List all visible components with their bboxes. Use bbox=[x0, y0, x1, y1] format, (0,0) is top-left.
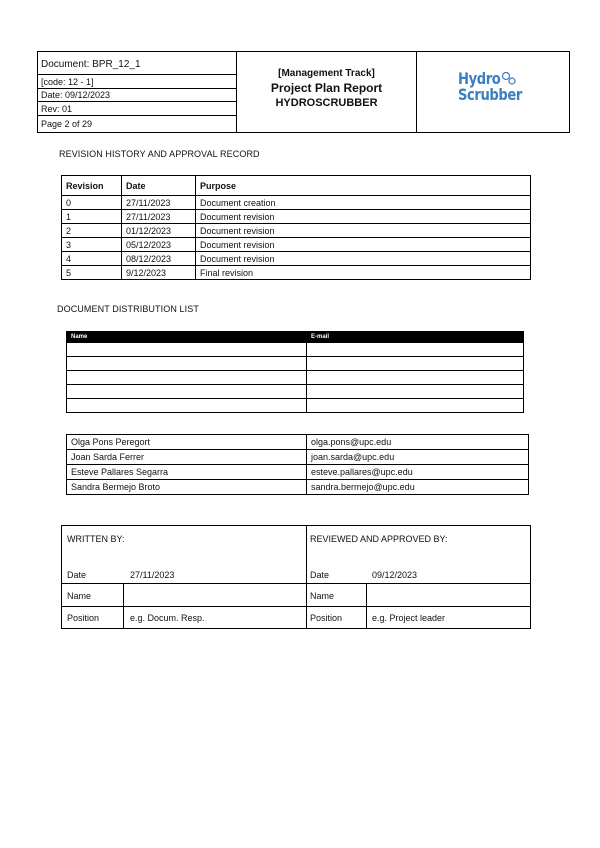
revision-purpose: Final revision bbox=[196, 266, 531, 280]
person-row bbox=[67, 450, 529, 465]
distribution-name-cell bbox=[67, 399, 307, 413]
person-name: Sandra Bermejo Broto bbox=[67, 480, 307, 495]
revision-purpose: Document creation bbox=[196, 196, 531, 210]
purpose-col-header: Purpose bbox=[196, 176, 531, 196]
revision-date: 9/12/2023 bbox=[122, 266, 196, 280]
date-col-header: Date bbox=[122, 176, 196, 196]
signoff-block bbox=[61, 525, 531, 629]
signoff-rule bbox=[366, 583, 367, 628]
signoff-divider bbox=[306, 526, 307, 628]
reviewed-by-label: REVIEWED AND APPROVED BY: bbox=[310, 534, 448, 544]
revision-number: 0 bbox=[62, 196, 122, 210]
revision-col-header: Revision bbox=[62, 176, 122, 196]
reviewed-date-value: 09/12/2023 bbox=[372, 570, 418, 580]
revision-row bbox=[62, 196, 531, 210]
person-email: sandra.bermejo@upc.edu bbox=[307, 480, 529, 495]
logo-line-1: Hydro bbox=[458, 69, 501, 88]
revision-purpose: Document revision bbox=[196, 238, 531, 252]
revision-date: 27/11/2023 bbox=[122, 210, 196, 224]
revision-date: 08/12/2023 bbox=[122, 252, 196, 266]
revision-number: 3 bbox=[62, 238, 122, 252]
distribution-email-cell bbox=[307, 385, 524, 399]
revision-table bbox=[61, 175, 531, 280]
document-meta bbox=[38, 52, 237, 132]
revision-date: 01/12/2023 bbox=[122, 224, 196, 238]
revision-row bbox=[62, 210, 531, 224]
distribution-name-cell bbox=[67, 371, 307, 385]
signoff-rule bbox=[123, 583, 124, 628]
document-title-block bbox=[237, 52, 417, 132]
signoff-rule bbox=[62, 583, 530, 584]
written-by-label: WRITTEN BY: bbox=[67, 534, 125, 544]
distribution-table bbox=[66, 331, 524, 413]
distribution-empty-row bbox=[67, 357, 524, 371]
revision-date: 27/11/2023 bbox=[122, 196, 196, 210]
distribution-email-cell bbox=[307, 399, 524, 413]
revision-section-title: REVISION HISTORY AND APPROVAL RECORD bbox=[59, 149, 260, 159]
revision-date: 05/12/2023 bbox=[122, 238, 196, 252]
revision-row bbox=[62, 266, 531, 280]
written-date-value: 27/11/2023 bbox=[130, 570, 175, 580]
document-code: [code: 12 - 1] bbox=[38, 75, 236, 89]
track-label: [Management Track] bbox=[278, 68, 375, 79]
revision-number: 5 bbox=[62, 266, 122, 280]
person-name: Esteve Pallares Segarra bbox=[67, 465, 307, 480]
revision-number: 2 bbox=[62, 224, 122, 238]
reviewed-position-label: Position bbox=[310, 613, 343, 623]
distribution-email-cell bbox=[307, 343, 524, 357]
revision-row bbox=[62, 252, 531, 266]
person-name: Olga Pons Peregort bbox=[67, 435, 307, 450]
document-date: Date: 09/12/2023 bbox=[38, 89, 236, 102]
distribution-section-title: DOCUMENT DISTRIBUTION LIST bbox=[57, 304, 199, 314]
revision-purpose: Document revision bbox=[196, 252, 531, 266]
person-email: olga.pons@upc.edu bbox=[307, 435, 529, 450]
revision-row bbox=[62, 238, 531, 252]
logo-line-2: Scrubber bbox=[458, 85, 522, 104]
signoff-rule bbox=[62, 606, 530, 607]
person-row bbox=[67, 480, 529, 495]
written-name-label: Name bbox=[67, 591, 92, 601]
person-name: Joan Sarda Ferrer bbox=[67, 450, 307, 465]
revision-number: 4 bbox=[62, 252, 122, 266]
hydroscrubber-logo bbox=[417, 52, 569, 132]
person-email: esteve.pallares@upc.edu bbox=[307, 465, 529, 480]
revision-purpose: Document revision bbox=[196, 210, 531, 224]
reviewed-name-label: Name bbox=[310, 591, 335, 601]
document-page: Page 2 of 29 bbox=[41, 119, 93, 129]
email-col-header: E-mail bbox=[307, 332, 524, 343]
distribution-empty-row bbox=[67, 343, 524, 357]
name-col-header: Name bbox=[67, 332, 307, 343]
distribution-name-cell bbox=[67, 357, 307, 371]
revision-purpose: Document revision bbox=[196, 224, 531, 238]
person-email: joan.sarda@upc.edu bbox=[307, 450, 529, 465]
revision-row bbox=[62, 224, 531, 238]
distribution-name-cell bbox=[67, 385, 307, 399]
person-row bbox=[67, 465, 529, 480]
reviewed-position-value: e.g. Project leader bbox=[372, 613, 446, 623]
written-position-label: Position bbox=[67, 613, 100, 623]
document-rev: Rev: 01 bbox=[38, 102, 236, 116]
reviewed-date-label: Date bbox=[310, 570, 330, 580]
document-header bbox=[37, 51, 570, 133]
distribution-email-cell bbox=[307, 371, 524, 385]
document-title: Project Plan Report bbox=[270, 81, 383, 95]
written-position-value: e.g. Docum. Resp. bbox=[130, 613, 205, 623]
distribution-empty-row bbox=[67, 385, 524, 399]
document-subtitle: HYDROSCRUBBER bbox=[275, 97, 378, 109]
distribution-empty-row bbox=[67, 371, 524, 385]
revision-header-row bbox=[62, 176, 531, 196]
person-row bbox=[67, 435, 529, 450]
revision-number: 1 bbox=[62, 210, 122, 224]
distribution-name-cell bbox=[67, 343, 307, 357]
document-id: Document: BPR_12_1 bbox=[38, 52, 236, 75]
distribution-header-row bbox=[67, 332, 524, 343]
distribution-email-cell bbox=[307, 357, 524, 371]
people-table bbox=[66, 434, 529, 495]
distribution-empty-row bbox=[67, 399, 524, 413]
written-date-label: Date bbox=[67, 570, 87, 580]
